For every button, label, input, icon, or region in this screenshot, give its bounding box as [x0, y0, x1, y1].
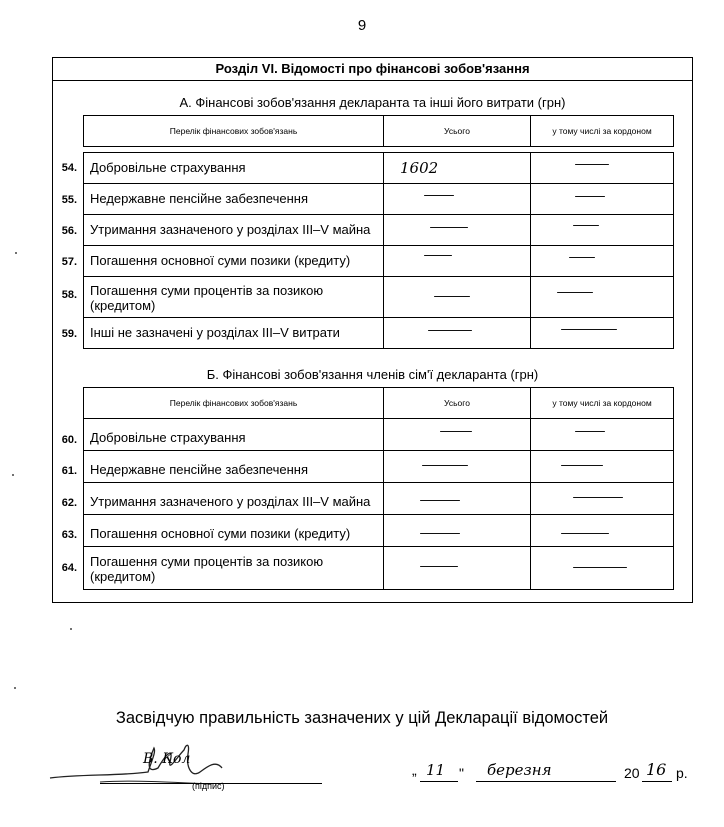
cell-total	[383, 276, 531, 318]
date-quote-close: "	[459, 765, 464, 781]
cell-abroad	[530, 546, 674, 590]
part-a-header-list: Перелік фінансових зобов'язань	[83, 115, 384, 147]
dash-mark	[430, 227, 468, 228]
table-row	[83, 546, 384, 590]
cell-abroad	[530, 183, 674, 215]
dash-mark	[573, 567, 627, 568]
row-label: Погашення суми процентів за позикою	[90, 554, 324, 569]
row-number: 54.	[61, 162, 77, 174]
part-a-title: А. Фінансові зобов'язання декларанта та інші його витрати (грн)	[179, 95, 566, 110]
table-row	[83, 418, 384, 451]
table-row	[83, 450, 384, 483]
row-number: 57.	[61, 256, 77, 268]
cell-abroad	[530, 245, 674, 277]
table-row	[83, 245, 384, 277]
row-label: Добровільне страхування	[90, 430, 246, 445]
page-number: 9	[357, 17, 367, 34]
certification-statement: Засвідчую правильність зазначених у цій Декларації відомостей	[115, 709, 609, 727]
cell-abroad	[530, 450, 674, 483]
row-number: 60.	[61, 434, 77, 446]
row-label: Недержавне пенсійне забезпечення	[90, 191, 308, 206]
row-label: (кредитом)	[90, 298, 156, 313]
dash-mark	[561, 465, 603, 466]
dash-mark	[428, 330, 472, 331]
row-label: Погашення суми процентів за позикою	[90, 283, 324, 298]
date-month: березня	[487, 761, 552, 779]
dash-mark	[422, 465, 468, 466]
cell-abroad	[530, 152, 674, 184]
cell-total	[383, 482, 531, 515]
part-b-header-abroad: у тому числі за кордоном	[530, 387, 674, 419]
table-row	[83, 183, 384, 215]
dash-mark	[561, 533, 609, 534]
cell-total	[383, 183, 531, 215]
cell-total	[383, 245, 531, 277]
table-row	[83, 514, 384, 547]
row-label: Недержавне пенсійне забезпечення	[90, 462, 308, 477]
scan-speck	[15, 252, 17, 254]
dash-mark	[575, 164, 609, 165]
row-label: Утримання зазначеного у розділах III–V майна	[90, 222, 371, 237]
row-number: 62.	[61, 497, 77, 509]
dash-mark	[575, 431, 605, 432]
row-number: 63.	[61, 529, 77, 541]
cell-total	[383, 214, 531, 246]
part-b-header-total: Усього	[383, 387, 531, 419]
cell-abroad	[530, 418, 674, 451]
row-number: 55.	[61, 194, 77, 206]
row-label: Погашення основної суми позики (кредиту)	[90, 253, 351, 268]
dash-mark	[424, 255, 452, 256]
table-row	[83, 276, 384, 318]
cell-total	[383, 450, 531, 483]
part-b-header-list: Перелік фінансових зобов'язань	[83, 387, 384, 419]
row-label: (кредитом)	[90, 569, 156, 584]
dash-mark	[569, 257, 595, 258]
dash-mark	[575, 196, 605, 197]
dash-mark	[440, 431, 472, 432]
dash-mark	[557, 292, 593, 293]
cell-abroad	[530, 214, 674, 246]
part-a-header-abroad: у тому числі за кордоном	[530, 115, 674, 147]
date-quote-open: „	[412, 762, 417, 778]
dash-mark	[573, 225, 599, 226]
dash-mark	[561, 329, 617, 330]
cell-total	[383, 152, 531, 184]
row-number: 56.	[61, 225, 77, 237]
row-number: 58.	[61, 289, 77, 301]
part-a-header-total: Усього	[383, 115, 531, 147]
row-label: Інші не зазначені у розділах III–V витрати	[90, 325, 340, 340]
cell-total	[383, 418, 531, 451]
year-line	[642, 781, 672, 782]
dash-mark	[420, 566, 458, 567]
dash-mark	[434, 296, 470, 297]
section-frame	[52, 57, 693, 603]
scan-speck	[12, 474, 14, 476]
dash-mark	[420, 500, 460, 501]
dash-mark	[420, 533, 460, 534]
cell-abroad	[530, 317, 674, 349]
cell-total	[383, 514, 531, 547]
scan-speck	[14, 687, 16, 689]
scan-speck	[70, 628, 72, 630]
row-number: 64.	[61, 562, 77, 574]
date-day: 11	[426, 761, 446, 779]
cell-abroad	[530, 482, 674, 515]
date-year-suffix: 16	[646, 760, 667, 779]
date-year-unit: р.	[676, 765, 688, 781]
table-row	[83, 317, 384, 349]
signature-caption: (підпис)	[192, 781, 225, 791]
row-label: Добровільне страхування	[90, 160, 246, 175]
cell-total	[383, 317, 531, 349]
section-title: Розділ VI. Відомості про фінансові зобов'язання	[53, 58, 692, 81]
dash-mark	[424, 195, 454, 196]
signature-handwriting: В. Кол	[143, 751, 191, 767]
day-line	[420, 781, 458, 782]
dash-mark	[573, 497, 623, 498]
row-number: 61.	[61, 465, 77, 477]
table-row	[83, 214, 384, 246]
row-label: Утримання зазначеного у розділах III–V майна	[90, 494, 371, 509]
cell-total	[383, 546, 531, 590]
date-year-prefix: 20	[624, 765, 640, 781]
handwritten-total: 1602	[400, 159, 439, 177]
month-line	[476, 781, 616, 782]
table-row	[83, 482, 384, 515]
cell-abroad	[530, 276, 674, 318]
row-label: Погашення основної суми позики (кредиту)	[90, 526, 351, 541]
table-row	[83, 152, 384, 184]
cell-abroad	[530, 514, 674, 547]
part-b-title: Б. Фінансові зобов'язання членів сім'ї декларанта (грн)	[206, 367, 539, 382]
row-number: 59.	[61, 328, 77, 340]
